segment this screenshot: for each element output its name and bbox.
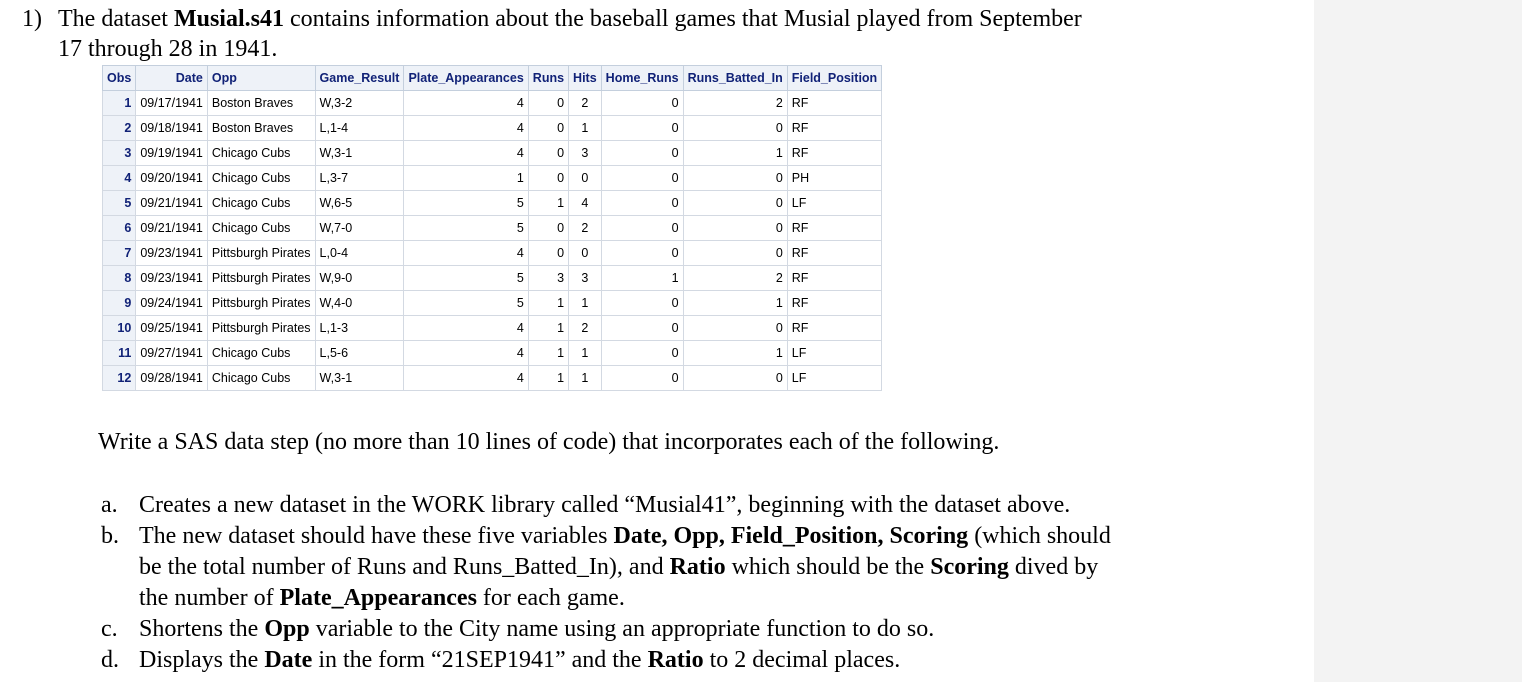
cell-field-position: RF [787, 266, 881, 291]
item-c-label: c. [101, 616, 118, 642]
table-row [103, 141, 882, 166]
cell-plate-appearances: 5 [404, 291, 528, 316]
cell-field-position: LF [787, 191, 881, 216]
question-number: 1) [22, 6, 42, 32]
cell-runs-batted-in: 1 [683, 341, 787, 366]
item-d-date: Date [264, 647, 313, 673]
cell-home-runs: 0 [601, 316, 683, 341]
cell-obs: 6 [103, 216, 136, 241]
cell-runs-batted-in: 1 [683, 291, 787, 316]
item-b-text: The new dataset should have these five variables [139, 523, 614, 549]
cell-field-position: RF [787, 116, 881, 141]
instructions-intro: Write a SAS data step (no more than 10 lines of code) that incorporates each of the following. [98, 429, 1000, 455]
cell-runs: 0 [528, 91, 568, 116]
cell-runs: 1 [528, 366, 568, 391]
cell-plate-appearances: 4 [404, 241, 528, 266]
cell-runs-batted-in: 0 [683, 366, 787, 391]
column-header-runs: Runs [528, 66, 568, 91]
cell-field-position: PH [787, 166, 881, 191]
cell-date: 09/25/1941 [136, 316, 208, 341]
item-c-text-part: variable to the City name using an appropriate function to do so. [309, 616, 935, 642]
column-header-runs-batted-in: Runs_Batted_In [683, 66, 787, 91]
cell-game-result: W,3-2 [315, 91, 404, 116]
cell-runs-batted-in: 2 [683, 266, 787, 291]
cell-hits: 3 [569, 266, 602, 291]
cell-date: 09/21/1941 [136, 191, 208, 216]
item-b-ratio: Ratio [669, 554, 726, 580]
cell-home-runs: 0 [601, 291, 683, 316]
item-b-line-3 [139, 583, 625, 614]
cell-opp: Pittsburgh Pirates [207, 316, 315, 341]
cell-obs: 2 [103, 116, 136, 141]
cell-date: 09/19/1941 [136, 141, 208, 166]
table-row [103, 216, 882, 241]
item-c-opp: Opp [264, 616, 310, 642]
cell-date: 09/27/1941 [136, 341, 208, 366]
table-row [103, 291, 882, 316]
cell-runs: 0 [528, 141, 568, 166]
column-header-field-position: Field_Position [787, 66, 881, 91]
cell-home-runs: 0 [601, 366, 683, 391]
cell-hits: 1 [569, 291, 602, 316]
cell-runs: 0 [528, 216, 568, 241]
cell-obs: 10 [103, 316, 136, 341]
cell-game-result: W,9-0 [315, 266, 404, 291]
item-b-label: b. [101, 523, 119, 549]
column-header-obs: Obs [103, 66, 136, 91]
cell-home-runs: 0 [601, 191, 683, 216]
sas-output-table [102, 65, 882, 391]
cell-field-position: RF [787, 91, 881, 116]
column-header-home-runs: Home_Runs [601, 66, 683, 91]
cell-field-position: RF [787, 316, 881, 341]
cell-obs: 3 [103, 141, 136, 166]
table-row [103, 316, 882, 341]
cell-game-result: L,5-6 [315, 341, 404, 366]
item-d-text [139, 645, 900, 676]
cell-obs: 5 [103, 191, 136, 216]
question-line-2: 17 through 28 in 1941. [58, 36, 278, 62]
cell-plate-appearances: 4 [404, 341, 528, 366]
item-c-text-part: Shortens the [139, 616, 265, 642]
table-row [103, 166, 882, 191]
item-d-ratio: Ratio [647, 647, 704, 673]
table-row [103, 241, 882, 266]
cell-runs-batted-in: 0 [683, 116, 787, 141]
cell-opp: Pittsburgh Pirates [207, 291, 315, 316]
item-b-line-2 [139, 552, 1098, 583]
cell-home-runs: 0 [601, 241, 683, 266]
cell-runs-batted-in: 0 [683, 191, 787, 216]
cell-runs: 1 [528, 291, 568, 316]
item-a-label: a. [101, 492, 118, 518]
cell-runs-batted-in: 2 [683, 91, 787, 116]
item-b-text: for each game. [476, 585, 625, 611]
item-d-text-part: Displays the [139, 647, 265, 673]
cell-plate-appearances: 4 [404, 141, 528, 166]
item-d-text-part: in the form “21SEP1941” and the [312, 647, 648, 673]
cell-runs-batted-in: 1 [683, 141, 787, 166]
cell-plate-appearances: 4 [404, 366, 528, 391]
cell-field-position: RF [787, 291, 881, 316]
cell-home-runs: 0 [601, 341, 683, 366]
item-b-text: the number of [139, 585, 280, 611]
cell-hits: 1 [569, 366, 602, 391]
column-header-date: Date [136, 66, 208, 91]
cell-field-position: RF [787, 241, 881, 266]
cell-home-runs: 0 [601, 91, 683, 116]
cell-opp: Chicago Cubs [207, 341, 315, 366]
cell-home-runs: 0 [601, 166, 683, 191]
cell-date: 09/17/1941 [136, 91, 208, 116]
side-panel [1314, 0, 1522, 682]
cell-hits: 3 [569, 141, 602, 166]
table-header-row [103, 66, 882, 91]
cell-opp: Pittsburgh Pirates [207, 266, 315, 291]
cell-opp: Boston Braves [207, 91, 315, 116]
cell-game-result: L,3-7 [315, 166, 404, 191]
cell-game-result: W,3-1 [315, 366, 404, 391]
column-header-plate-appearances: Plate_Appearances [404, 66, 528, 91]
item-b-text: which should be the [725, 554, 931, 580]
cell-game-result: L,1-3 [315, 316, 404, 341]
question-text-cont: contains information about the baseball games that Musial played from September [283, 6, 1082, 32]
cell-date: 09/28/1941 [136, 366, 208, 391]
item-b-text: dived by [1008, 554, 1099, 580]
cell-opp: Chicago Cubs [207, 216, 315, 241]
cell-hits: 0 [569, 166, 602, 191]
cell-home-runs: 0 [601, 141, 683, 166]
cell-obs: 7 [103, 241, 136, 266]
cell-runs: 0 [528, 116, 568, 141]
cell-obs: 4 [103, 166, 136, 191]
question-text: The dataset [58, 6, 174, 32]
cell-runs: 1 [528, 316, 568, 341]
cell-game-result: W,6-5 [315, 191, 404, 216]
cell-plate-appearances: 5 [404, 216, 528, 241]
cell-hits: 1 [569, 116, 602, 141]
cell-hits: 1 [569, 341, 602, 366]
cell-runs: 1 [528, 191, 568, 216]
question-line-1 [58, 4, 1082, 34]
cell-home-runs: 0 [601, 116, 683, 141]
cell-runs-batted-in: 0 [683, 216, 787, 241]
cell-opp: Chicago Cubs [207, 191, 315, 216]
table-row [103, 91, 882, 116]
item-c-text [139, 614, 934, 645]
cell-obs: 11 [103, 341, 136, 366]
cell-runs-batted-in: 0 [683, 316, 787, 341]
item-d-label: d. [101, 647, 119, 673]
dataset-name: Musial.s41 [173, 6, 284, 32]
item-b-text: be the total number of Runs and Runs_Batted_In), and [139, 554, 670, 580]
cell-plate-appearances: 1 [404, 166, 528, 191]
cell-plate-appearances: 4 [404, 316, 528, 341]
cell-opp: Boston Braves [207, 116, 315, 141]
cell-game-result: L,0-4 [315, 241, 404, 266]
cell-plate-appearances: 5 [404, 266, 528, 291]
cell-field-position: RF [787, 216, 881, 241]
item-b-plate-appearances: Plate_Appearances [279, 585, 477, 611]
cell-plate-appearances: 5 [404, 191, 528, 216]
cell-date: 09/21/1941 [136, 216, 208, 241]
cell-runs: 0 [528, 166, 568, 191]
cell-field-position: LF [787, 366, 881, 391]
cell-opp: Chicago Cubs [207, 366, 315, 391]
cell-opp: Chicago Cubs [207, 141, 315, 166]
cell-obs: 9 [103, 291, 136, 316]
cell-game-result: W,3-1 [315, 141, 404, 166]
table-row [103, 191, 882, 216]
cell-obs: 8 [103, 266, 136, 291]
column-header-opp: Opp [207, 66, 315, 91]
cell-home-runs: 0 [601, 216, 683, 241]
cell-game-result: W,7-0 [315, 216, 404, 241]
cell-date: 09/24/1941 [136, 291, 208, 316]
cell-runs: 1 [528, 341, 568, 366]
cell-field-position: RF [787, 141, 881, 166]
cell-runs: 3 [528, 266, 568, 291]
table-row [103, 116, 882, 141]
table-row [103, 366, 882, 391]
table-row [103, 341, 882, 366]
cell-game-result: L,1-4 [315, 116, 404, 141]
cell-runs-batted-in: 0 [683, 166, 787, 191]
cell-runs: 0 [528, 241, 568, 266]
cell-hits: 2 [569, 316, 602, 341]
cell-hits: 0 [569, 241, 602, 266]
cell-runs-batted-in: 0 [683, 241, 787, 266]
item-b-scoring: Scoring [930, 554, 1009, 580]
cell-hits: 2 [569, 91, 602, 116]
cell-plate-appearances: 4 [404, 91, 528, 116]
cell-date: 09/18/1941 [136, 116, 208, 141]
cell-home-runs: 1 [601, 266, 683, 291]
cell-plate-appearances: 4 [404, 116, 528, 141]
table-row [103, 266, 882, 291]
item-a-text: Creates a new dataset in the WORK library called “Musial41”, beginning with the dataset above. [139, 492, 1071, 518]
cell-obs: 12 [103, 366, 136, 391]
cell-hits: 4 [569, 191, 602, 216]
item-b-text: (which should [968, 523, 1111, 549]
cell-date: 09/23/1941 [136, 241, 208, 266]
cell-date: 09/23/1941 [136, 266, 208, 291]
cell-opp: Chicago Cubs [207, 166, 315, 191]
cell-date: 09/20/1941 [136, 166, 208, 191]
item-b-line-1 [139, 521, 1111, 552]
cell-hits: 2 [569, 216, 602, 241]
cell-game-result: W,4-0 [315, 291, 404, 316]
column-header-hits: Hits [569, 66, 602, 91]
item-b-variables: Date, Opp, Field_Position, Scoring [613, 523, 969, 549]
cell-obs: 1 [103, 91, 136, 116]
cell-field-position: LF [787, 341, 881, 366]
column-header-game-result: Game_Result [315, 66, 404, 91]
cell-opp: Pittsburgh Pirates [207, 241, 315, 266]
item-d-text-part: to 2 decimal places. [703, 647, 901, 673]
